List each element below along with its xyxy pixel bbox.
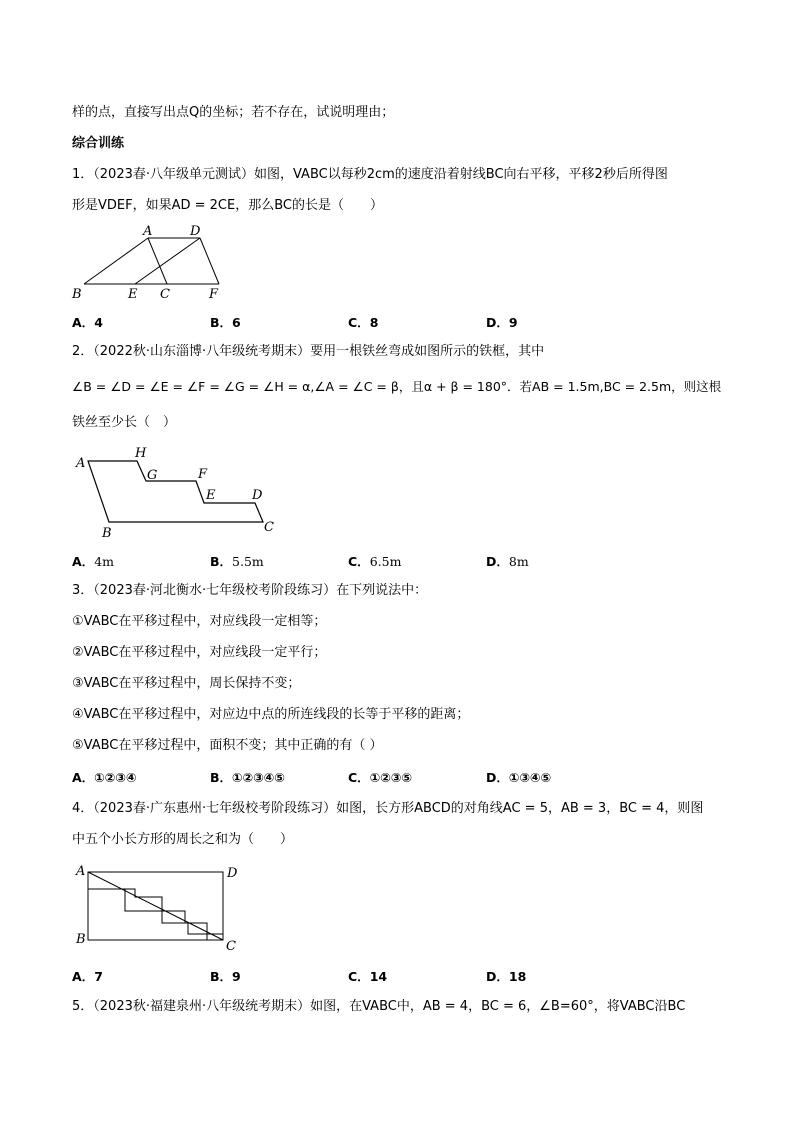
q1-option-c[interactable]: C．8	[348, 315, 379, 330]
q2-label-F: F	[198, 467, 208, 482]
q4-option-d[interactable]: D．18	[486, 969, 527, 984]
q2-option-b[interactable]: B．5.5m	[210, 554, 264, 569]
q3-option-b[interactable]: B．①②③④⑤	[210, 770, 285, 785]
q3-item-5: ⑤VABC在平移过程中，面积不变；其中正确的有（ ）	[72, 738, 383, 753]
q2-option-c[interactable]: C．6.5m	[348, 554, 402, 569]
q2-label-E: E	[206, 488, 216, 503]
q1-option-d[interactable]: D．9	[486, 315, 518, 330]
q1-option-a[interactable]: A．4	[72, 315, 103, 330]
intro-line: 样的点，直接写出点Q的坐标；若不存在，试说明理由；	[72, 105, 395, 120]
q1-label-B: B	[72, 287, 82, 302]
q3-item-2: ②VABC在平移过程中，对应线段一定平行；	[72, 645, 327, 660]
q2-label-G: G	[147, 468, 158, 483]
q5-line1: 5．（2023秋·福建泉州·八年级统考期末）如图，在VABC中，AB = 4，BC = 6，∠B=60°，将VABC沿BC	[72, 999, 686, 1014]
q4-diagonal-ac	[88, 872, 223, 940]
q4-staircase-top	[88, 872, 207, 940]
q4-line2: 中五个小长方形的周长之和为（ ）	[72, 832, 294, 847]
q1-line2: 形是VDEF，如果AD = 2CE，那么BC的长是（ ）	[72, 198, 383, 213]
q3-option-d[interactable]: D．①③④⑤	[486, 770, 552, 785]
q2-line1: 2．（2022秋·山东淄博·八年级统考期末）要用一根铁丝弯成如图所示的铁框，其中	[72, 344, 545, 359]
q3-item-1: ①VABC在平移过程中，对应线段一定相等；	[72, 614, 327, 629]
q4-label-A: A	[76, 864, 86, 879]
q1-label-C: C	[160, 287, 170, 302]
q3-option-a[interactable]: A．①②③④	[72, 770, 137, 785]
q4-option-a[interactable]: A．7	[72, 969, 103, 984]
q4-option-c[interactable]: C．14	[348, 969, 388, 984]
q3-line1: 3．（2023春·河北衡水·七年级校考阶段练习）在下列说法中：	[72, 583, 428, 598]
q4-line1: 4．（2023春·广东惠州·七年级校考阶段练习）如图，长方形ABCD的对角线AC = 5，AB = 3，BC = 4，则图	[72, 801, 704, 816]
q1-option-b[interactable]: B．6	[210, 315, 241, 330]
q2-option-d[interactable]: D．8m	[486, 554, 529, 569]
q2-line3: 铁丝至少长（ ）	[72, 415, 177, 430]
q3-item-4: ④VABC在平移过程中，对应边中点的所连线段的长等于平移的距离；	[72, 707, 470, 722]
q2-label-A: A	[76, 456, 86, 471]
q4-label-C: C	[226, 939, 236, 954]
q1-label-A: A	[143, 224, 153, 239]
q3-option-c[interactable]: C．①②③⑤	[348, 770, 413, 785]
q2-option-a[interactable]: A．4m	[72, 554, 114, 569]
section-title: 综合训练	[72, 136, 125, 151]
q2-line2: ∠B = ∠D = ∠E = ∠F = ∠G = ∠H = α,∠A = ∠C = β，且α + β = 180°．若AB = 1.5m,BC = 2.5m，则这根	[72, 379, 722, 394]
q1-label-F: F	[209, 287, 219, 302]
q1-label-D: D	[190, 224, 201, 239]
q2-label-H: H	[135, 446, 147, 461]
q2-label-B: B	[102, 526, 112, 541]
q1-line1: 1．（2023春·八年级单元测试）如图，VABC以每秒2cm的速度沿着射线BC向右平移，平移2秒后所得图	[72, 167, 668, 182]
q2-label-C: C	[264, 520, 274, 535]
q4-option-b[interactable]: B．9	[210, 969, 241, 984]
q3-item-3: ③VABC在平移过程中，周长保持不变；	[72, 676, 301, 691]
q2-label-D: D	[252, 488, 263, 503]
q4-label-B: B	[76, 932, 86, 947]
q1-label-E: E	[128, 287, 138, 302]
q4-label-D: D	[227, 866, 238, 881]
